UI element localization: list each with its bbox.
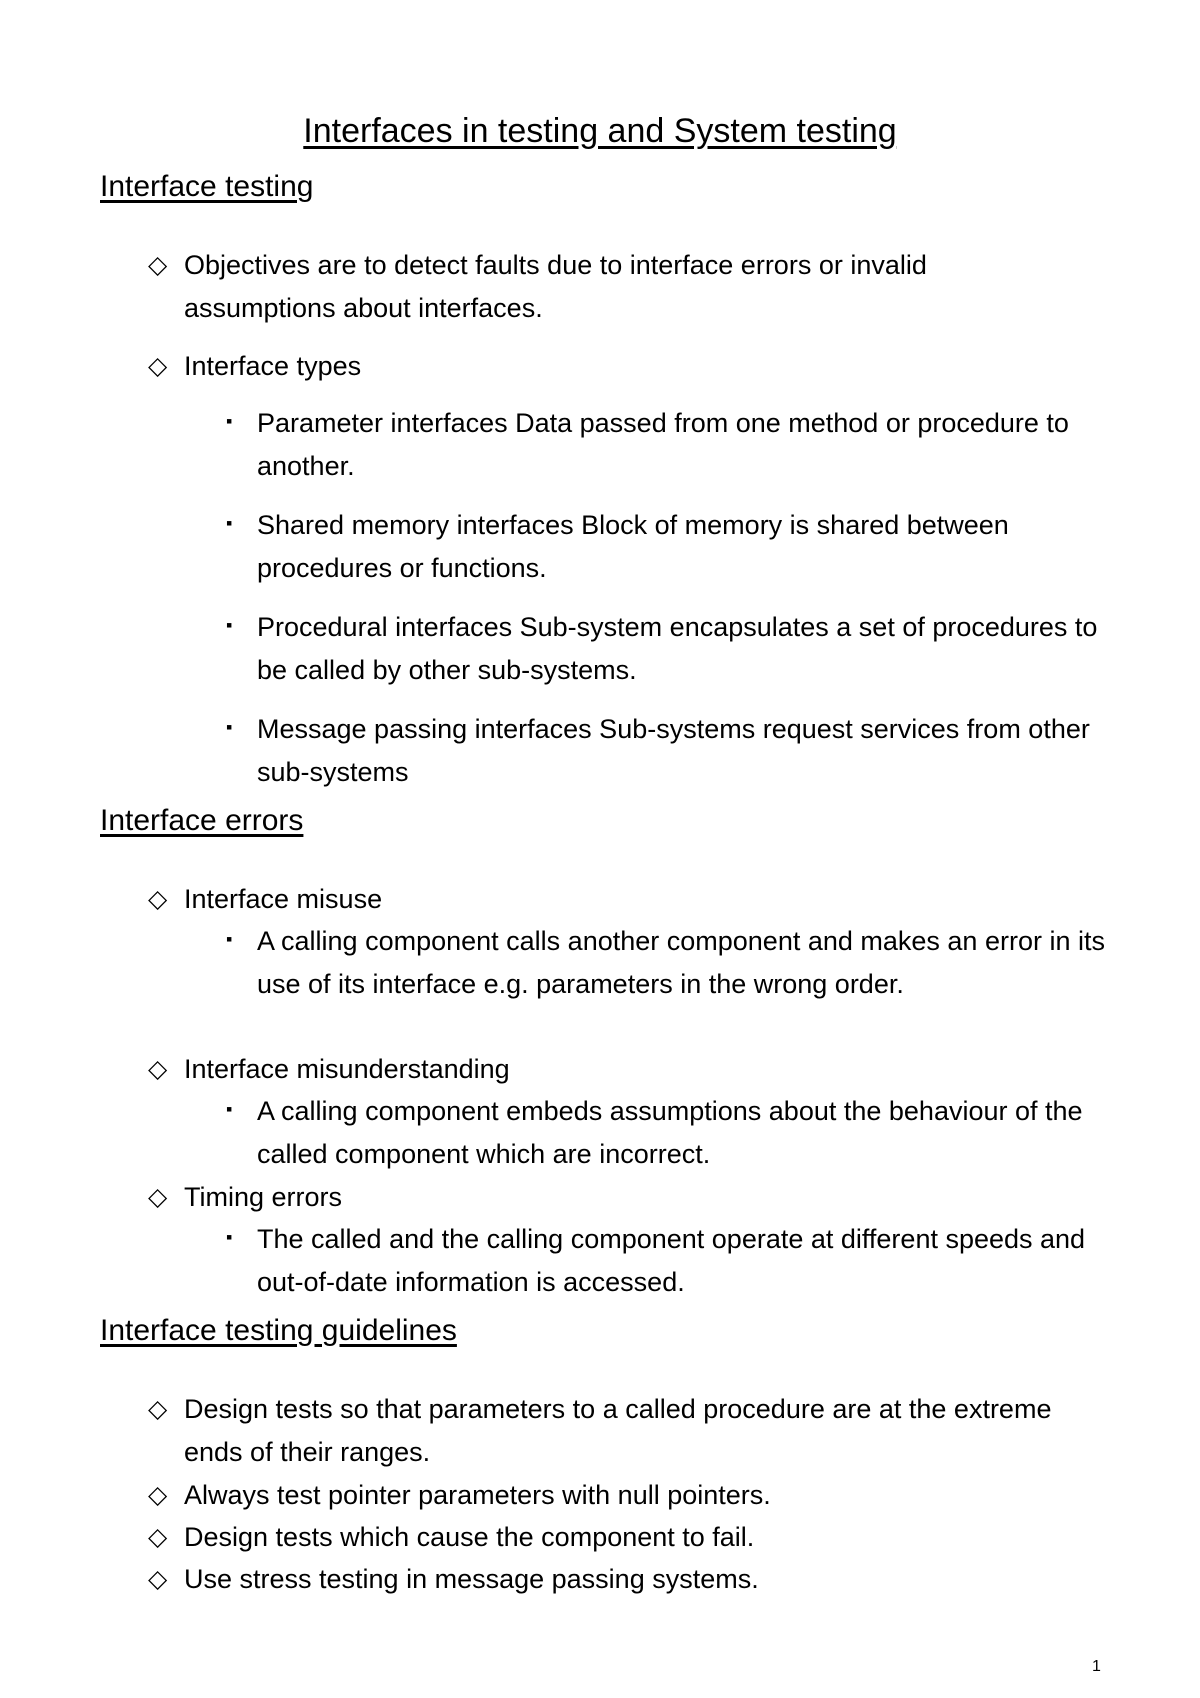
list-item-objectives bbox=[148, 244, 1084, 330]
square-bullet-icon: ▪ bbox=[226, 513, 233, 533]
item-text: Design tests so that parameters to a called procedure are at the extreme ends of their ranges. bbox=[184, 1394, 1052, 1467]
item-text: Design tests which cause the component to fail. bbox=[184, 1522, 755, 1552]
list-item-parameter-interfaces bbox=[226, 402, 1117, 488]
item-text: Use stress testing in message passing systems. bbox=[184, 1564, 759, 1594]
item-text: A calling component embeds assumptions about the behaviour of the called component which are incorrect. bbox=[257, 1096, 1083, 1169]
heading-interface-errors: Interface errors bbox=[100, 804, 304, 837]
list-item-procedural-interfaces bbox=[226, 606, 1117, 692]
square-bullet-icon: ▪ bbox=[226, 1227, 233, 1247]
item-text: Interface types bbox=[184, 351, 362, 381]
list-item-guideline-null-pointers bbox=[148, 1474, 1084, 1517]
list-item-interface-misunderstanding bbox=[148, 1048, 1084, 1091]
item-text: The called and the calling component operate at different speeds and out-of-date information is accessed. bbox=[257, 1224, 1086, 1297]
page-number: 1 bbox=[1092, 1658, 1101, 1675]
list-item-misunderstanding-detail bbox=[226, 1090, 1117, 1176]
item-text: Interface misuse bbox=[184, 884, 383, 914]
list-item-guideline-component-fail bbox=[148, 1516, 1084, 1559]
diamond-bullet-icon: ◇ bbox=[148, 1565, 168, 1593]
diamond-bullet-icon: ◇ bbox=[148, 352, 168, 380]
square-bullet-icon: ▪ bbox=[226, 717, 233, 737]
square-bullet-icon: ▪ bbox=[226, 929, 233, 949]
diamond-bullet-icon: ◇ bbox=[148, 1523, 168, 1551]
page-title: Interfaces in testing and System testing bbox=[303, 112, 897, 150]
heading-interface-testing: Interface testing bbox=[100, 170, 314, 203]
list-item-misuse-detail bbox=[226, 920, 1117, 1006]
square-bullet-icon: ▪ bbox=[226, 411, 233, 431]
heading-interface-testing-guidelines: Interface testing guidelines bbox=[100, 1314, 457, 1347]
list-item-timing-detail bbox=[226, 1218, 1117, 1304]
item-text: Interface misunderstanding bbox=[184, 1054, 510, 1084]
item-text: Message passing interfaces Sub-systems request services from other sub-systems bbox=[257, 714, 1090, 787]
diamond-bullet-icon: ◇ bbox=[148, 1395, 168, 1423]
diamond-bullet-icon: ◇ bbox=[148, 1481, 168, 1509]
item-text: Shared memory interfaces Block of memory is shared between procedures or functions. bbox=[257, 510, 1009, 583]
item-text: Parameter interfaces Data passed from one method or procedure to another. bbox=[257, 408, 1069, 481]
item-text: Timing errors bbox=[184, 1182, 343, 1212]
diamond-bullet-icon: ◇ bbox=[148, 1183, 168, 1211]
diamond-bullet-icon: ◇ bbox=[148, 1055, 168, 1083]
list-item-timing-errors bbox=[148, 1176, 1084, 1219]
item-text: Always test pointer parameters with null pointers. bbox=[184, 1480, 771, 1510]
list-item-guideline-extreme-ranges bbox=[148, 1388, 1084, 1474]
diamond-bullet-icon: ◇ bbox=[148, 251, 168, 279]
list-item-message-passing-interfaces bbox=[226, 708, 1117, 794]
item-text: Procedural interfaces Sub-system encapsulates a set of procedures to be called by other sub-systems. bbox=[257, 612, 1098, 685]
list-item-shared-memory-interfaces bbox=[226, 504, 1117, 590]
square-bullet-icon: ▪ bbox=[226, 615, 233, 635]
list-item-interface-misuse bbox=[148, 878, 1084, 921]
list-item-interface-types bbox=[148, 345, 1084, 388]
diamond-bullet-icon: ◇ bbox=[148, 885, 168, 913]
square-bullet-icon: ▪ bbox=[226, 1099, 233, 1119]
item-text: A calling component calls another component and makes an error in its use of its interface e.g. parameters in the wrong order. bbox=[257, 926, 1105, 999]
list-item-guideline-stress-testing bbox=[148, 1558, 1084, 1601]
item-text: Objectives are to detect faults due to interface errors or invalid assumptions about interfaces. bbox=[184, 250, 927, 323]
